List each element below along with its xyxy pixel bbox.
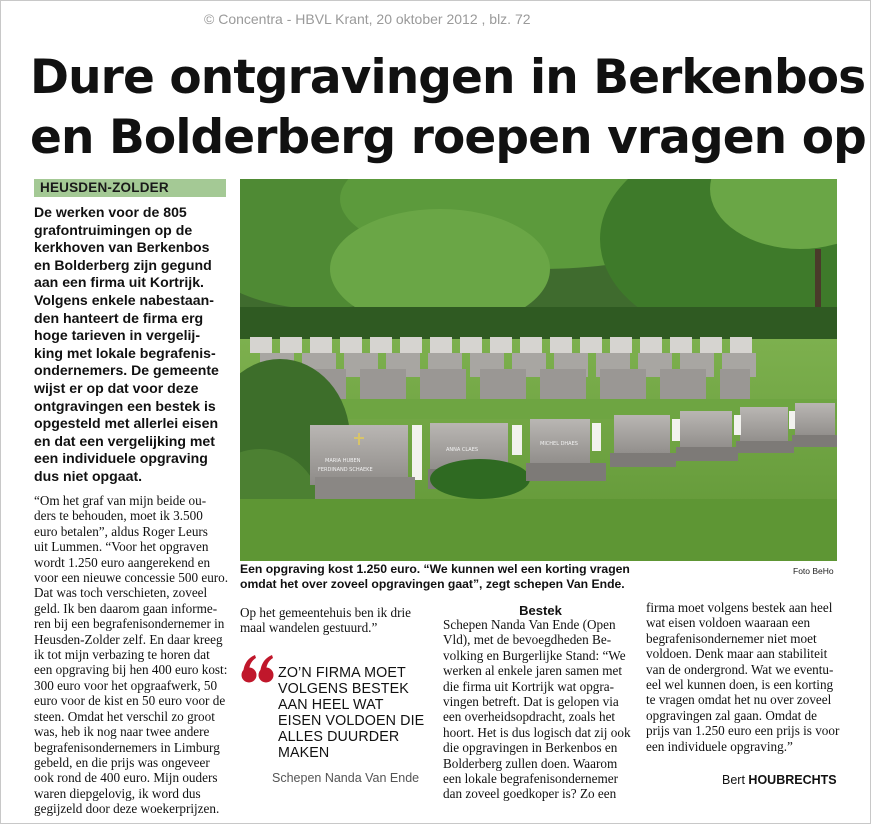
- body-line: Heusden-Zolder zelf. En daar kreeg: [34, 631, 223, 647]
- quote-mark-icon: [240, 650, 276, 690]
- article-column-1: [34, 493, 230, 817]
- subhead-bestek: Bestek: [519, 603, 562, 618]
- body-line: volking en Burgerlijke Stand: “We: [443, 647, 626, 663]
- lead-line: een individuele opgraving: [34, 450, 208, 467]
- body-line: ook rond de 400 euro. Mijn ouders: [34, 770, 218, 786]
- stone-label-2: FERDINAND SCHAEKE: [318, 467, 373, 473]
- body-line: een lokale begrafenisondernemer: [443, 771, 619, 787]
- body-line: was, heb ik nog naar twee andere: [34, 724, 210, 740]
- body-line: ders te behouden, moet ik 3.500: [34, 508, 203, 524]
- pull-quote-line: ZO’N FIRMA MOET: [278, 665, 406, 681]
- body-line: “Om het graf van mijn beide ou-: [34, 493, 207, 508]
- lead-line: opgesteld met allerlei eisen: [34, 415, 219, 432]
- lead-line: en dat een vergelijking met: [34, 432, 215, 449]
- byline-last-name: HOUBRECHTS: [748, 773, 837, 787]
- body-line: 300 euro voor het opgraafwerk, 50: [34, 677, 218, 693]
- byline-first-name: Bert: [722, 773, 745, 787]
- lead-line: aan een firma uit Kortrijk.: [34, 274, 204, 291]
- cemetery-photo: [240, 179, 837, 561]
- body-line: een individuele opgraving.”: [646, 738, 793, 754]
- lead-line: dus niet opgaat.: [34, 467, 143, 484]
- headline-line-1: Dure ontgravingen in Berkenbos: [30, 50, 866, 105]
- copyright-notice: © Concentra - HBVL Krant, 20 oktober 2012 , blz. 72: [204, 11, 531, 27]
- lead-line: hoge tarieven in vergelij-: [34, 327, 201, 344]
- body-line: van de ondergrond. Wat we eventu-: [646, 661, 834, 677]
- pull-quote-line: MAKEN: [278, 745, 330, 761]
- headline-line-2: en Bolderberg roepen vragen op: [30, 110, 866, 165]
- lead-paragraph: [34, 204, 230, 486]
- body-line: te vragen omdat het nu over zoveel: [646, 692, 832, 708]
- lead-line: king met lokale begrafenis-: [34, 344, 216, 361]
- stone-label-3: ANNA CLAES: [446, 447, 479, 453]
- caption-line-2: omdat het over zoveel opgravingen gaat”, zegt schepen Van Ende.: [240, 577, 625, 591]
- body-line: een opgraving bij hen 400 euro kost:: [34, 662, 228, 678]
- body-line: wat eisen voldoen waaraan een: [646, 615, 811, 631]
- section-tag: HEUSDEN-ZOLDER: [34, 179, 226, 197]
- body-line: begrafenisondernemers in Limburg: [34, 739, 220, 755]
- article-column-2: [240, 605, 435, 636]
- body-line: vingen betreft. Dat is gelopen via: [443, 694, 619, 710]
- body-line: Schepen Nanda Van Ende (Open: [443, 617, 616, 632]
- body-line: geld. Ik ben daarom gaan informe-: [34, 600, 218, 616]
- body-line: gebeld, en die prijs was ongeveer: [34, 754, 210, 770]
- body-line: maal wandelen gestuurd.”: [240, 620, 378, 636]
- body-line: prijs van 1.250 euro een prijs is voor: [646, 723, 840, 739]
- pull-quote-line: EISEN VOLDOEN DIE: [278, 713, 425, 729]
- pull-quote-line: AAN HEEL WAT: [278, 697, 384, 713]
- lead-line: kerkhoven van Berkenbos: [34, 239, 210, 256]
- body-line: die opgravingen in Berkenbos en: [443, 740, 618, 756]
- pull-quote-line: ALLES DUURDER: [278, 729, 400, 745]
- cemetery-photo-illustration: [240, 179, 837, 561]
- body-line: opgravingen zal gaan. Omdat de: [646, 707, 818, 723]
- pull-quote-source: Schepen Nanda Van Ende: [272, 771, 420, 785]
- photo-caption: [240, 562, 837, 592]
- lead-line: grafontruimingen op de: [34, 221, 193, 238]
- lead-line: wijst er op dat voor deze: [34, 379, 199, 396]
- body-line: een overheidsopdracht, zoals het: [443, 709, 616, 725]
- body-line: werken al enkele jaren samen met: [443, 663, 623, 679]
- caption-line-1: Een opgraving kost 1.250 euro. “We kunnen wel een korting vragen: [240, 562, 630, 576]
- body-line: ren bij een begrafenisondernemer in: [34, 616, 225, 632]
- stone-label-1: MARIA HUBEN: [325, 458, 361, 464]
- stone-label-4: MICHEL DHAES: [540, 441, 578, 447]
- photo-credit: Foto BeHo: [793, 566, 834, 576]
- lead-line: en Bolderberg zijn gegund: [34, 256, 212, 273]
- body-line: euro betalen”, aldus Roger Leurs: [34, 523, 208, 539]
- body-line: Dat was toch verschieten, zoveel: [34, 585, 208, 601]
- body-line: voldoen. Denk maar aan stabiliteit: [646, 646, 828, 662]
- body-line: hoort. Het is dus logisch dat zij ook: [443, 724, 631, 740]
- lead-line: ondernemers. De gemeente: [34, 362, 219, 379]
- body-line: begrafenisondernemer niet moet: [646, 630, 817, 646]
- body-line: steen. Omdat het verschil zo groot: [34, 708, 215, 724]
- lead-line: Volgens enkele nabestaan-: [34, 291, 214, 308]
- body-line: waren diepgelovig, ik word dus: [34, 785, 201, 801]
- pull-quote: [278, 665, 438, 761]
- body-line: firma moet volgens bestek aan heel: [646, 600, 833, 615]
- body-line: wordt 1.250 euro aangerekend en: [34, 554, 211, 570]
- article-column-3: [443, 617, 638, 802]
- body-line: ik tot mijn verbazing te horen dat: [34, 647, 210, 663]
- body-line: euro voor de kist en 50 euro voor de: [34, 693, 226, 709]
- lead-line: den hanteert de firma erg: [34, 309, 204, 326]
- lead-line: ontgravingen een bestek is: [34, 397, 216, 414]
- body-line: gegijzeld door deze woekerprijzen.: [34, 801, 220, 817]
- body-line: Op het gemeentehuis ben ik drie: [240, 605, 412, 620]
- body-line: Vld), met de bevoegdheden Be-: [443, 632, 612, 648]
- body-line: eel wel kunnen doen, is een korting: [646, 677, 834, 693]
- byline: [722, 773, 837, 787]
- body-line: dan zoveel goedkoper is? Zo een: [443, 786, 617, 802]
- body-line: voor een nieuwe concessie 500 euro.: [34, 570, 229, 586]
- article-column-4: [646, 600, 841, 754]
- body-line: uit Lummen. “Voor het opgraven: [34, 539, 209, 555]
- body-line: die firma uit Kortrijk wat opgra-: [443, 678, 615, 694]
- lead-line: De werken voor de 805: [34, 204, 187, 220]
- body-line: Bolderberg zullen doen. Waarom: [443, 755, 618, 771]
- pull-quote-line: VOLGENS BESTEK: [278, 681, 409, 697]
- headline: [30, 48, 866, 168]
